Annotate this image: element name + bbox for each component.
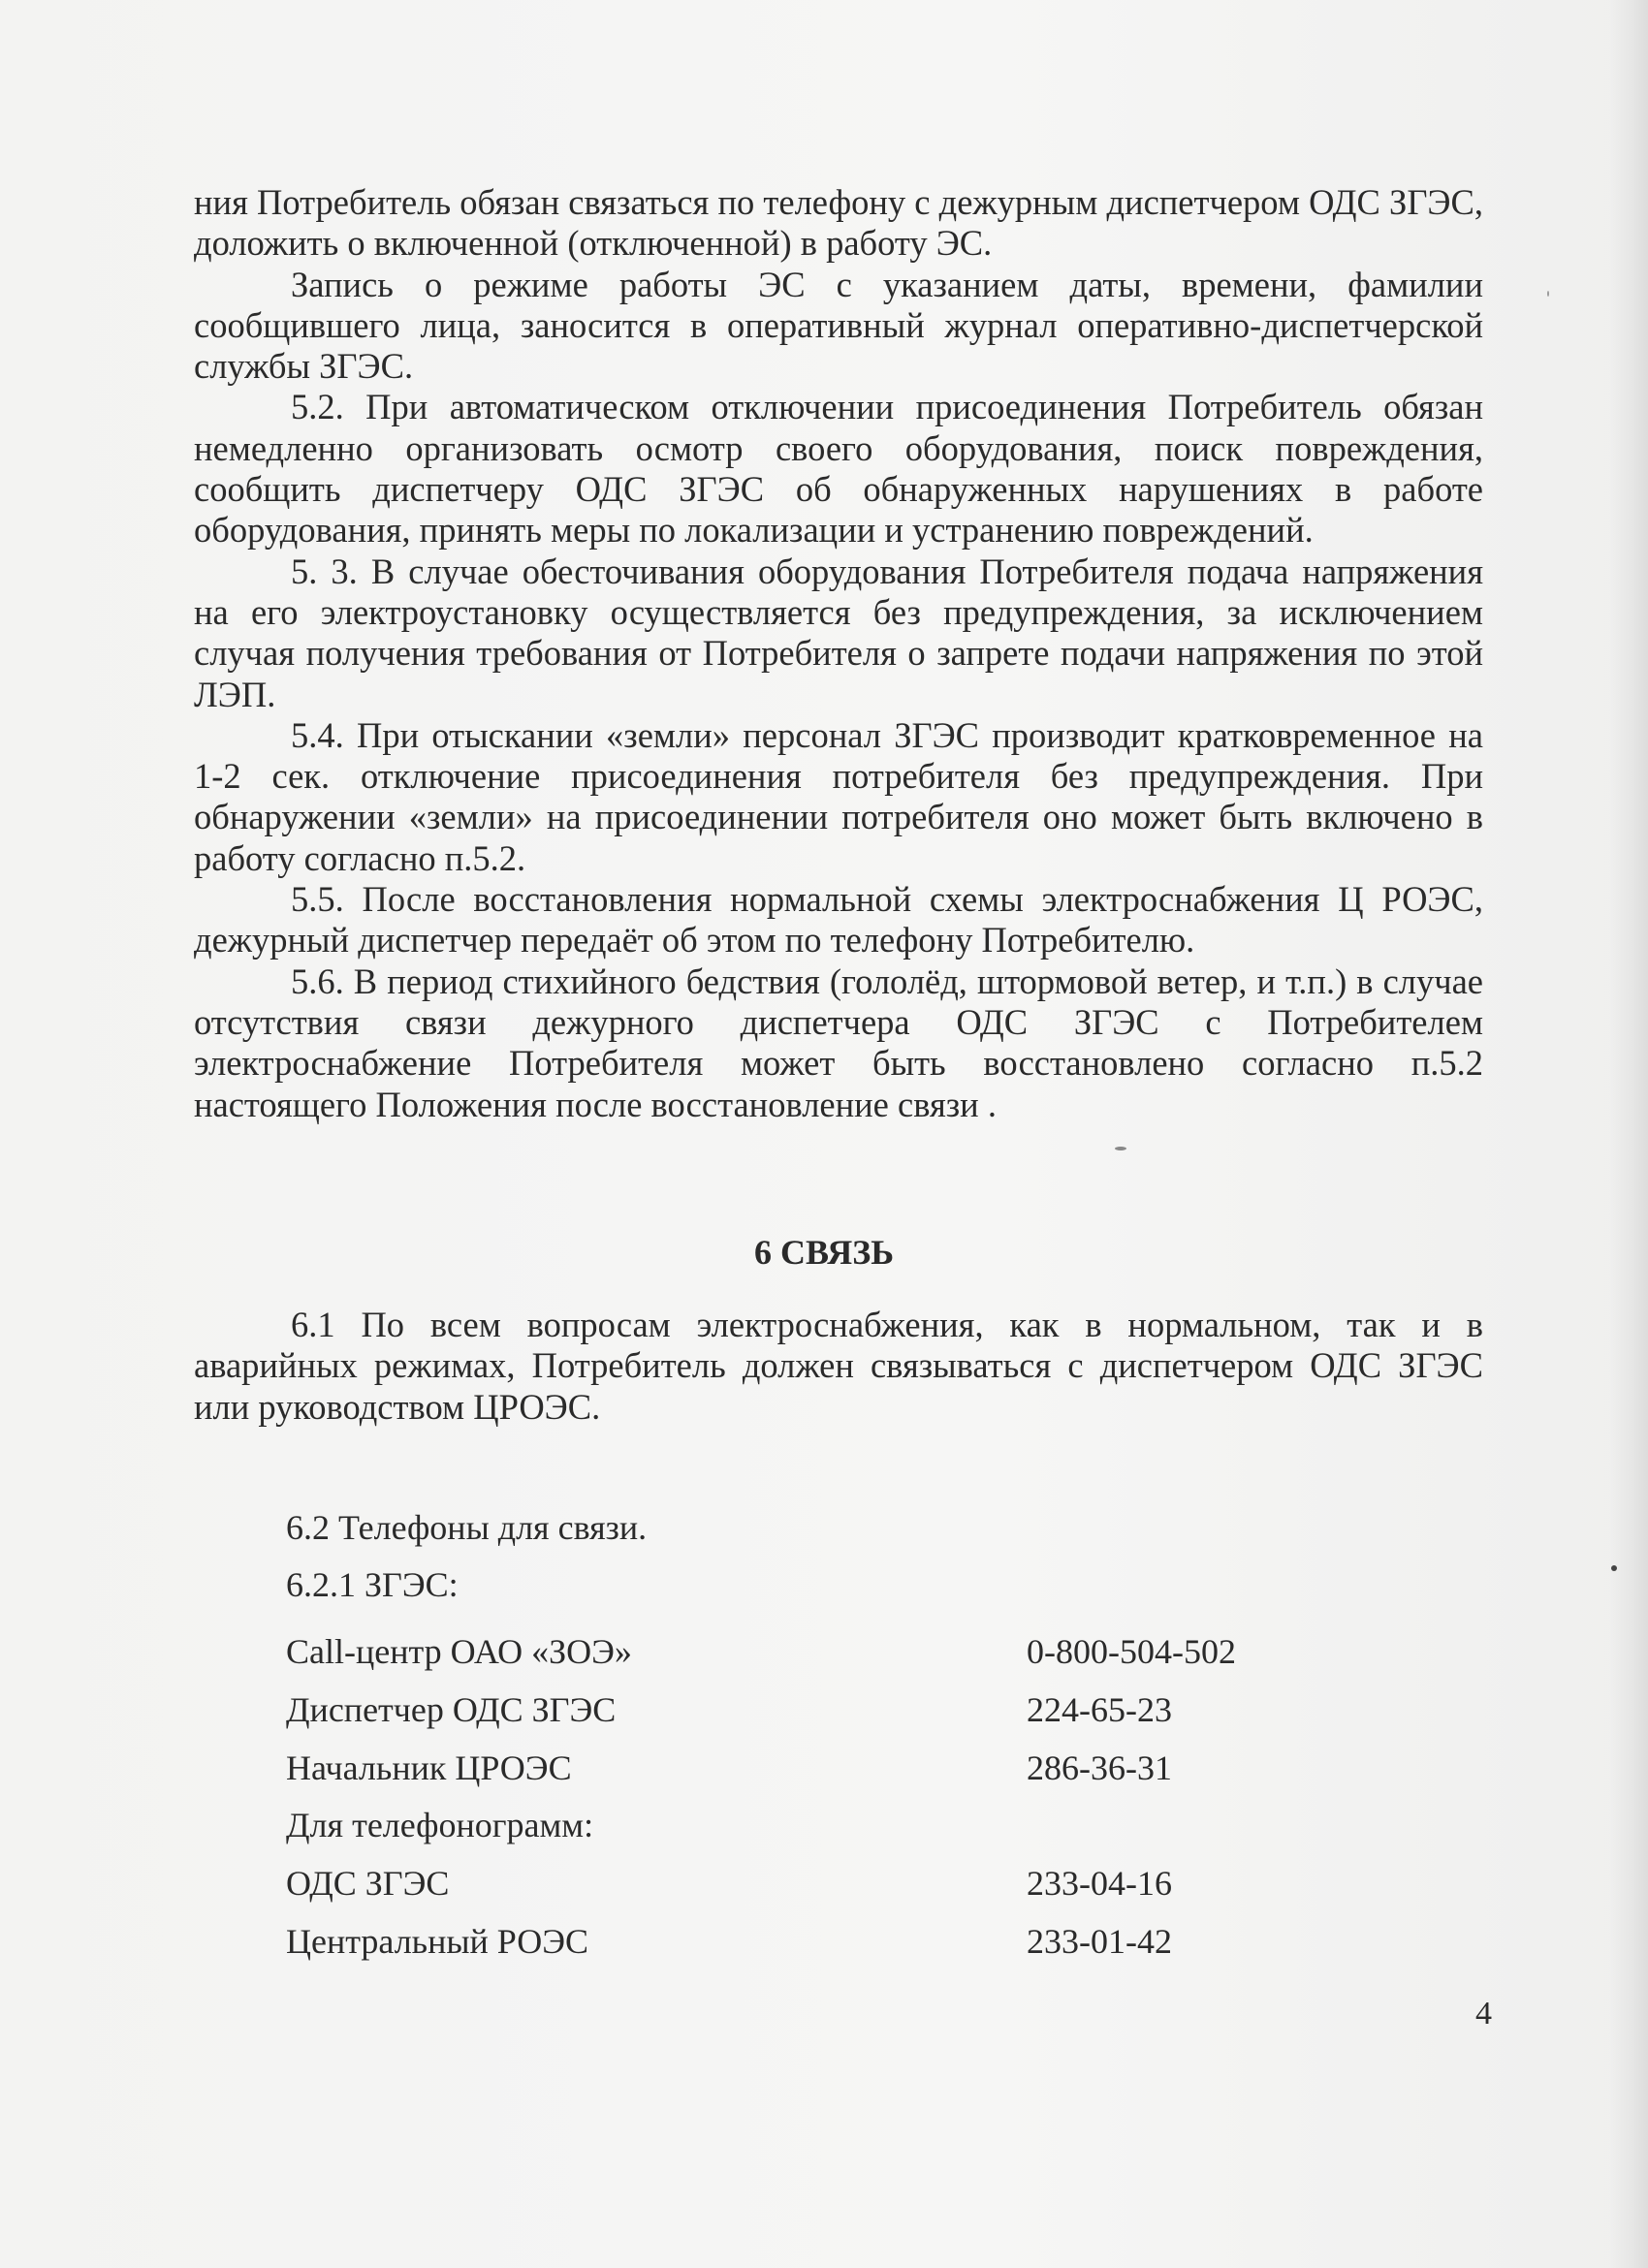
contact-name: Диспетчер ОДС ЗГЭС xyxy=(286,1689,617,1729)
contact-phone: 0-800-504-502 xyxy=(1027,1632,1236,1671)
contact-row xyxy=(286,1806,1352,1864)
phones-subtitle: 6.2.1 ЗГЭС: xyxy=(286,1565,459,1604)
contact-row xyxy=(286,1864,1352,1922)
contact-phone: 286-36-31 xyxy=(1027,1748,1172,1787)
paragraph-6-1: 6.1 По всем вопросам электроснабжения, как в нормальном, так и в аварийных режимах, Потребитель должен связываться с диспетчером ОДС ЗГЭС или руководством ЦРОЭС. xyxy=(194,1305,1483,1427)
scan-speck xyxy=(1547,291,1549,297)
contact-phone: 224-65-23 xyxy=(1027,1689,1172,1729)
contact-phone: 233-01-42 xyxy=(1027,1921,1172,1961)
contact-row xyxy=(286,1632,1352,1690)
contacts-list xyxy=(286,1632,1352,1980)
paragraph-5-2: 5.2. При автоматическом отключении присоединения Потребитель обязан немедленно организовать осмотр своего оборудования, поиск повреждения, сообщить диспетчеру ОДС ЗГЭС об обнаруженных нарушениях в работе оборудования, принять меры по локализации и устранению повреждений. xyxy=(194,387,1483,551)
paragraph-continued: ния Потребитель обязан связаться по телефону с дежурным диспетчером ОДС ЗГЭС, доложить о включенной (отключенной) в работу ЭС. xyxy=(194,182,1483,264)
contact-name: Call-центр ОАО «ЗОЭ» xyxy=(286,1632,632,1671)
scan-speck xyxy=(1115,1147,1126,1150)
contact-row xyxy=(286,1922,1352,1980)
paragraph-5-5: 5.5. После восстановления нормальной схемы электроснабжения Ц РОЭС, дежурный диспетчер передаёт об этом по телефону Потребителю. xyxy=(194,879,1483,961)
contact-group-label: Для телефонограмм: xyxy=(286,1806,594,1845)
contact-phone: 233-04-16 xyxy=(1027,1864,1172,1904)
paragraph-5-4: 5.4. При отыскании «земли» персонал ЗГЭС производит кратковременное на 1-2 сек. отключение присоединения потребителя без предупреждения. При обнаружении «земли» на присоединении потребителя оно может быть включено в работу согласно п.5.2. xyxy=(194,714,1483,878)
phones-title: 6.2 Телефоны для связи. xyxy=(286,1508,648,1547)
page-edge-shadow xyxy=(1609,0,1648,2268)
contact-name: ОДС ЗГЭС xyxy=(286,1864,450,1904)
paragraph-5-3: 5. 3. В случае обесточивания оборудования Потребителя подача напряжения на его электроустановку осуществляется без предупреждения, за исключением случая получения требования от Потребителя о запрете подачи напряжения по этой ЛЭП. xyxy=(194,551,1483,714)
contact-row xyxy=(286,1690,1352,1748)
page-number: 4 xyxy=(1475,1996,1492,2032)
section-5-text xyxy=(194,182,1483,1125)
paragraph-log-record: Запись о режиме работы ЭС с указанием даты, времени, фамилии сообщившего лица, заносится в оперативный журнал оперативно-диспетчерской службы ЗГЭС. xyxy=(194,264,1483,387)
contact-row xyxy=(286,1748,1352,1807)
section-heading: 6 СВЯЗЬ xyxy=(753,1233,895,1272)
contact-name: Центральный РОЭС xyxy=(286,1921,589,1961)
paragraph-5-6: 5.6. В период стихийного бедствия (гололёд, штормовой ветер, и т.п.) в случае отсутствия связи дежурного диспетчера ОДС ЗГЭС с Потребителем электроснабжение Потребителя может быть восстановлено согласно п.5.2 настоящего Положения после восстановление связи . xyxy=(194,961,1483,1124)
scan-speck xyxy=(1611,1565,1617,1571)
contact-name: Начальник ЦРОЭС xyxy=(286,1748,572,1787)
